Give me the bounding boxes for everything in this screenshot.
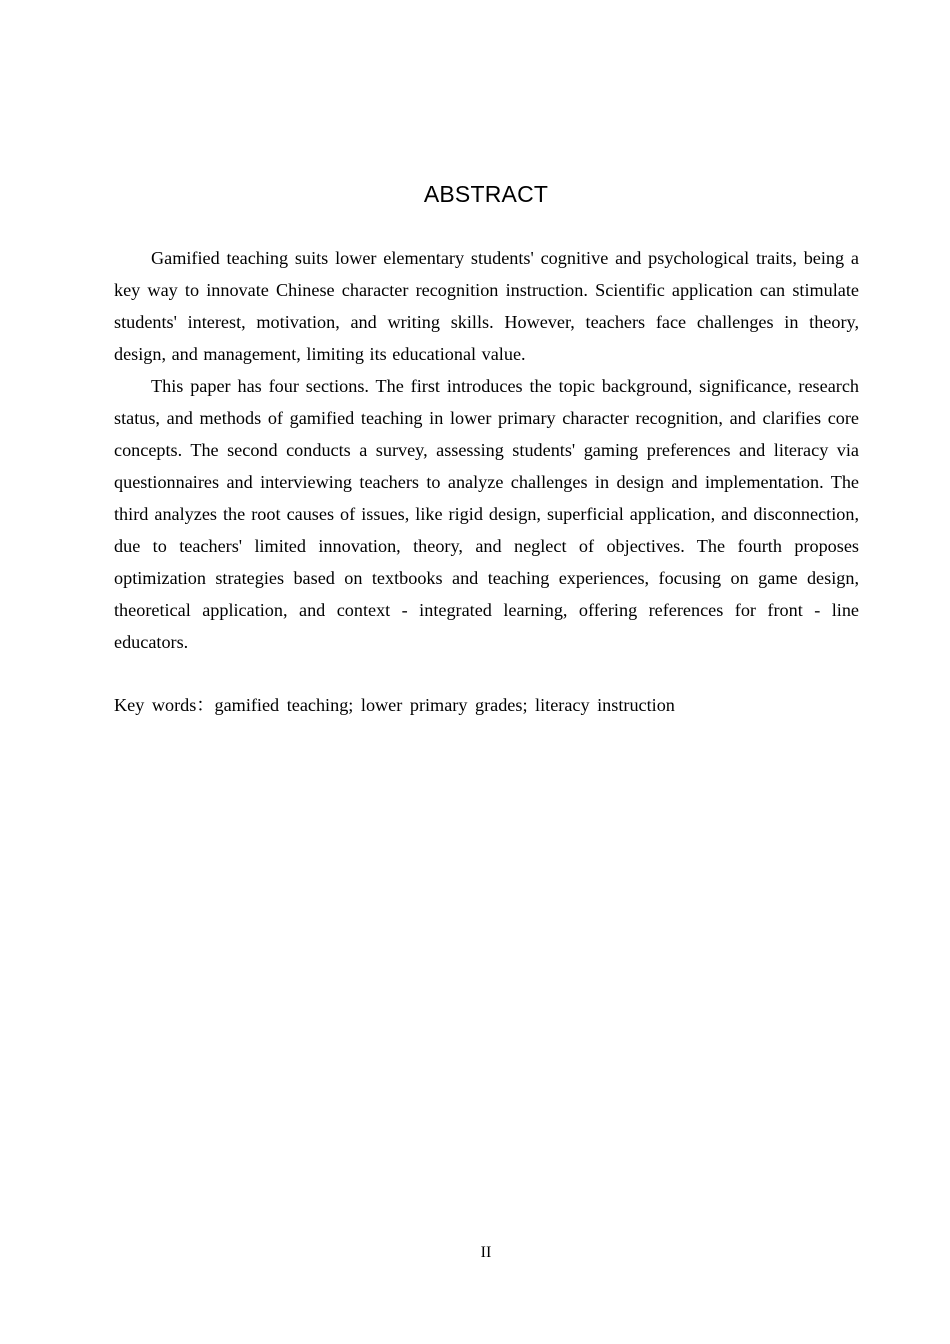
abstract-title: ABSTRACT bbox=[423, 181, 549, 207]
keywords-value: gamified teaching; lower primary grades; literacy instruction bbox=[214, 695, 675, 715]
page-number: II bbox=[480, 1244, 492, 1261]
abstract-body bbox=[114, 242, 859, 658]
abstract-paragraph-1: Gamified teaching suits lower elementary students' cognitive and psychological traits, being a key way to innovate Chinese character recognition instruction. Scientific application can stimulate students' interest, motivation, and writing skills. However, teachers face challenges in theory, design, and management, limiting its educational value. bbox=[114, 248, 859, 364]
keywords-line bbox=[114, 689, 859, 721]
abstract-paragraph-2: This paper has four sections. The first introduces the topic background, significance, research status, and methods of gamified teaching in lower primary character recognition, and clarifies core concepts. The second conducts a survey, assessing students' gaming preferences and literacy via questionnaires and interviewing teachers to analyze challenges in design and implementation. The third analyzes the root causes of issues, like rigid design, superficial application, and disconnection, due to teachers' limited innovation, theory, and neglect of objectives. The fourth proposes optimization strategies based on textbooks and teaching experiences, focusing on game design, theoretical application, and context - integrated learning, offering references for front - line educators. bbox=[114, 376, 859, 652]
keywords-label: Key words： bbox=[114, 695, 215, 715]
